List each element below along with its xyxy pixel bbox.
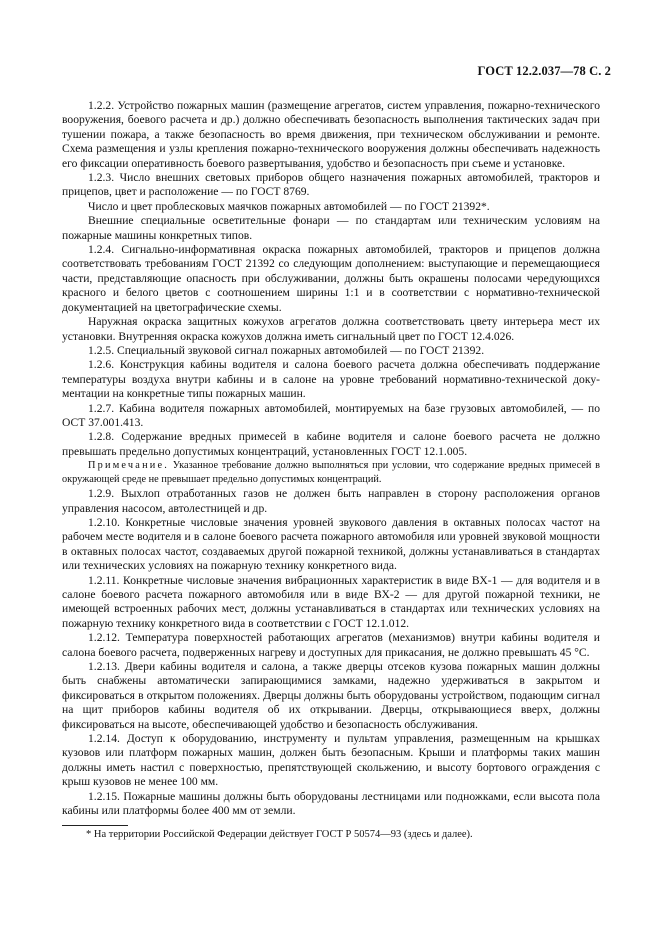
footnote-divider bbox=[62, 825, 128, 826]
note bbox=[62, 459, 600, 487]
clause-1-2-14: 1.2.14. Доступ к оборудованию, инструменту и пультам управления, размещенным на крышках кузовов или платформ пожарных машин, должен быть безопасным. Крыши и платформы таких машин должны иметь настил с поверхностью, препятствующей скольжению, и высоту бортового ограждения с крыш кузовов не менее 100 мм. bbox=[62, 732, 600, 789]
clause-1-2-5: 1.2.5. Специальный звуковой сигнал пожарных автомобилей — по ГОСТ 21392. bbox=[88, 343, 485, 357]
document-body bbox=[62, 99, 600, 819]
note-label: Примечание. bbox=[88, 460, 170, 472]
clause-1-2-3: 1.2.3. Число внешних световых приборов общего назначения пожарных автомобилей, тракторов и прицепов, цвет и расположение — по ГОСТ 8769. bbox=[62, 171, 600, 199]
clause-1-2-11: 1.2.11. Конкретные числовые значения вибрационных характеристик в виде ВХ-1 — для водителя и в салоне боевого расчета пожарного автомобиля или в виде ВХ-2 — для другой пожарной техники, не имеющей встроенных рабочих мест, должны устанавливаться в стандартах или технических условиях на пожарную технику конкретного вида в соответствии с ГОСТ 12.1.012. bbox=[62, 573, 600, 630]
clause-1-2-7: 1.2.7. Кабина водителя пожарных автомобилей, монтируемых на базе грузовых автомобилей, — по ОСТ 37.001.413. bbox=[62, 401, 600, 429]
clause-1-2-8: 1.2.8. Содержание вредных примесей в кабине водителя и салоне боевого расчета не должно превышать предельно допустимых концентраций, установленных ГОСТ 12.1.005. bbox=[62, 430, 600, 458]
clause-1-2-15: 1.2.15. Пожарные машины должны быть оборудованы лестницами или подножками, если высота пола кабины или платформы более 400 мм от земли. bbox=[62, 789, 600, 818]
clause-1-2-6: 1.2.6. Конструкция кабины водителя и салона боевого расчета должна обеспечивать поддержание температуры воздуха внутри кабины и в салоне на уровне требований нормативно-технической документации на конкретные типы пожарных машин. bbox=[62, 358, 600, 401]
clause-1-2-3-lamps: Внешние специальные осветительные фонари — по стандартам или техническим условиям на пожарные машины конкретных типов. bbox=[62, 214, 600, 242]
clause-1-2-13: 1.2.13. Двери кабины водителя и салона, а также дверцы отсеков кузова пожарных машин должны быть снабжены автоматически запирающимися замками, надежно удерживаться в закрытом и фиксироваться в открытом положениях. Дверцы должны быть оборудованы устройством, подающим сигнал на щит приборов кабины водителя об их открывании. Дверцы, открывающиеся вверх, должны фиксироваться на высоте, обеспечивающей удобство и безопасность обслуживания. bbox=[62, 660, 600, 731]
clause-1-2-4-covers: Наружная окраска защитных кожухов агрегатов должна соответствовать цвету интерьера мест их установки. Внутренняя окраска кожухов должна иметь сигнальный цвет по ГОСТ 12.4.026. bbox=[62, 315, 600, 343]
clause-1-2-4: 1.2.4. Сигнально-информативная окраска пожарных автомобилей, тракторов и прицепов должна соответствовать требованиям ГОСТ 21392 со следующим дополнением: выступающие и перемещающиеся части, представляющие опасность при обслуживании, должны быть окрашены полосами чередующихся красного и белого цветов с соотношением ширины 1:1 и в соответствии с нормативно-технической документацией на цветографические схемы. bbox=[62, 243, 600, 314]
clause-1-2-12: 1.2.12. Температура поверхностей работающих агрегатов (механизмов) внутри кабины водителя и салона боевого расчета, подверженных нагреву и доступных для прикасания, не должно превышать 45 °С. bbox=[62, 631, 600, 659]
clause-1-2-10: 1.2.10. Конкретные числовые значения уровней звукового давления в октавных полосах частот на рабочем месте водителя и в салоне боевого расчета пожарного автомобиля или уровней звуковой мощности в октавных полосах частот, создаваемых другой пожарной техникой, должны устанавливаться в стандартах или технических условиях на пожарную технику конкретного вида. bbox=[62, 515, 600, 573]
note-text: Указанное требование должно выполняться при условии, что содержание вредных примесей в окружающей среде не превышает предельно допустимых концентраций. bbox=[62, 460, 600, 486]
page-header: ГОСТ 12.2.037—78 С. 2 bbox=[477, 64, 611, 78]
clause-1-2-9: 1.2.9. Выхлоп отработанных газов не должен быть направлен в сторону расположения органов управления насосом, автолестницей и др. bbox=[62, 487, 600, 515]
clause-1-2-3-beacons: Число и цвет проблесковых маячков пожарных автомобилей — по ГОСТ 21392*. bbox=[88, 199, 490, 213]
footnote: * На территории Российской Федерации действует ГОСТ Р 50574—93 (здесь и далее). bbox=[86, 829, 473, 840]
clause-1-2-2: 1.2.2. Устройство пожарных машин (размещение агрегатов, систем управления, пожарно-технического вооружения, боевого расчета и др.) должно обеспечивать безопасность выполнения тактических задач при тушении пожара, а также безопасность во время движения, при техническом обслуживании и ремонте. Схема размещения и узлы крепления пожарно-технического вооружения должны обеспечивать надежность его фиксации оперативность боевого развертывания, удобство и безопасность при съеме и установке. bbox=[62, 99, 600, 170]
